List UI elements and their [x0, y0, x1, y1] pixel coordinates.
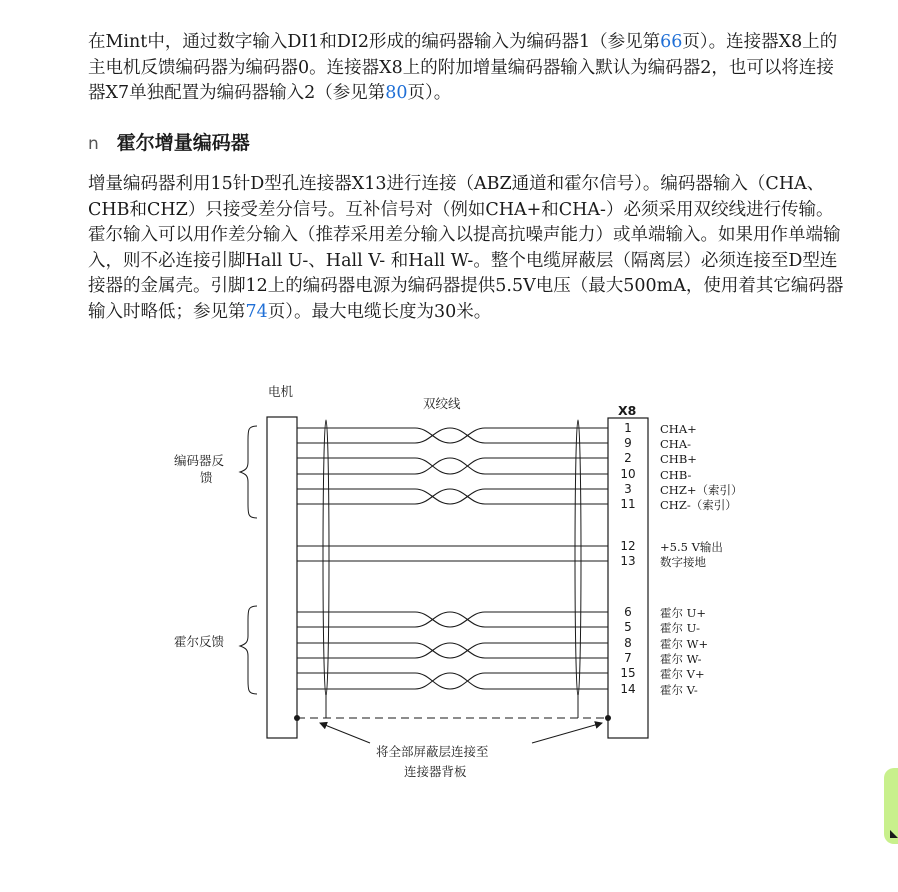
body-text-2: 页）。最大电缆长度为30米。 [267, 301, 492, 322]
twisted-pair-wire-b-5 [297, 673, 608, 689]
ground-dot-right [605, 715, 611, 721]
pin-signal-label: CHB- [660, 468, 692, 482]
corner-mark-icon [890, 830, 898, 838]
pin-signal-label: CHZ-（索引） [660, 498, 737, 512]
intro-paragraph [88, 30, 848, 107]
page-link-66[interactable]: 66 [660, 32, 683, 52]
wire-group [297, 428, 608, 689]
body-text-1: 增量编码器利用15针D型孔连接器X13进行连接（ABZ通道和霍尔信号）。编码器输入（CHA、CHB和CHZ）只接受差分信号。互补信号对（例如CHA+和CHA-）必须采用双绞线进行传输。霍尔输入可以用作差分输入（推荐采用差分输入以提高抗噪声能力）或单端输入。如果用作单端输入，则不必连接引脚Hall U-、Hall V- 和Hall W-。整个电缆屏蔽层（隔离层）必须连接至D型连接器的金属壳。引脚12上的编码器电源为编码器提供5.5V电压（最大500mA，使用着其它编码器输入时略低；参见第 [88, 174, 844, 322]
twisted-pair-wire-b-1 [297, 458, 608, 474]
pin-number: 5 [624, 620, 632, 634]
pin-signal-label: 数字接地 [660, 555, 706, 569]
hall-brace [240, 606, 257, 694]
pin-number: 8 [624, 636, 632, 650]
page-link-80[interactable]: 80 [385, 83, 408, 103]
pin-signal-label: CHA- [660, 437, 692, 451]
encoder-group-label-1: 编码器反 [174, 453, 225, 468]
encoder-brace [240, 426, 257, 518]
pin-number: 15 [620, 666, 636, 680]
note-arrow-left [320, 723, 370, 743]
pin-number: 3 [624, 482, 632, 496]
twisted-pair-wire-b-4 [297, 643, 608, 658]
pin-number: 9 [624, 436, 632, 450]
pin-number: 13 [620, 554, 636, 568]
hall-group-label: 霍尔反馈 [174, 634, 225, 649]
section-heading [88, 128, 250, 155]
shield-right [575, 420, 581, 696]
pin-signal-label: 霍尔 W+ [660, 637, 709, 651]
encoder-group-label-2: 馈 [200, 470, 213, 485]
motor-label: 电机 [268, 384, 294, 399]
twisted-pair-wire-b-0 [297, 428, 608, 443]
twisted-pair-wire-b-2 [297, 489, 608, 504]
pin-number: 14 [620, 682, 636, 696]
pin-number: 6 [624, 605, 632, 619]
pin-number: 12 [620, 539, 636, 553]
pin-number: 11 [620, 497, 636, 511]
section-title: 霍尔增量编码器 [116, 132, 250, 154]
body-paragraph [88, 172, 848, 325]
intro-text-2: 页）。连接器X8上的主电机反馈编码器为编码器0。连接器X8上的附加增量编码器输入默认为编码器2，也可以将连接器X7单独配置为编码器输入2（参见第 [88, 32, 838, 103]
side-tab[interactable] [884, 768, 898, 844]
page-link-74[interactable]: 74 [245, 301, 268, 322]
twisted-pair-wire-a-0 [297, 428, 608, 443]
pin-signal-label: CHB+ [660, 452, 697, 466]
wiring-diagram [160, 378, 780, 788]
cable-label: 双绞线 [423, 396, 461, 411]
twisted-pair-wire-b-3 [297, 612, 608, 627]
pin-number: 10 [620, 467, 636, 481]
pin-number: 7 [624, 651, 632, 665]
shield-note-line2: 连接器背板 [404, 764, 467, 779]
connector-label: X8 [618, 403, 637, 418]
intro-text-3: 页）。 [407, 83, 452, 103]
twisted-pair-wire-a-2 [297, 489, 608, 504]
pin-signal-label: CHZ+（索引） [660, 483, 743, 497]
shield-left [323, 420, 329, 696]
twisted-pair-wire-a-3 [297, 612, 608, 627]
pin-signal-label: 霍尔 W- [660, 652, 702, 666]
motor-block [267, 417, 297, 738]
pin-signal-label: CHA+ [660, 422, 697, 436]
pin-signal-label: 霍尔 V- [660, 683, 698, 697]
note-arrow-right [532, 723, 602, 743]
ground-dot-left [294, 715, 300, 721]
pin-signal-label: 霍尔 V+ [660, 667, 705, 681]
pin-number: 2 [624, 451, 632, 465]
pin-number: 1 [624, 421, 632, 435]
twisted-pair-wire-a-5 [297, 673, 608, 689]
intro-text-1: 在Mint中，通过数字输入DI1和DI2形成的编码器输入为编码器1（参见第 [88, 32, 661, 52]
twisted-pair-wire-a-4 [297, 643, 608, 658]
twisted-pair-wire-a-1 [297, 458, 608, 474]
shield-note-line1: 将全部屏蔽层连接至 [376, 744, 489, 759]
section-bullet: n [88, 134, 99, 154]
pin-signal-label: 霍尔 U+ [660, 606, 706, 620]
pin-signal-label: +5.5 V输出 [660, 540, 723, 554]
pin-signal-label: 霍尔 U- [660, 621, 701, 635]
